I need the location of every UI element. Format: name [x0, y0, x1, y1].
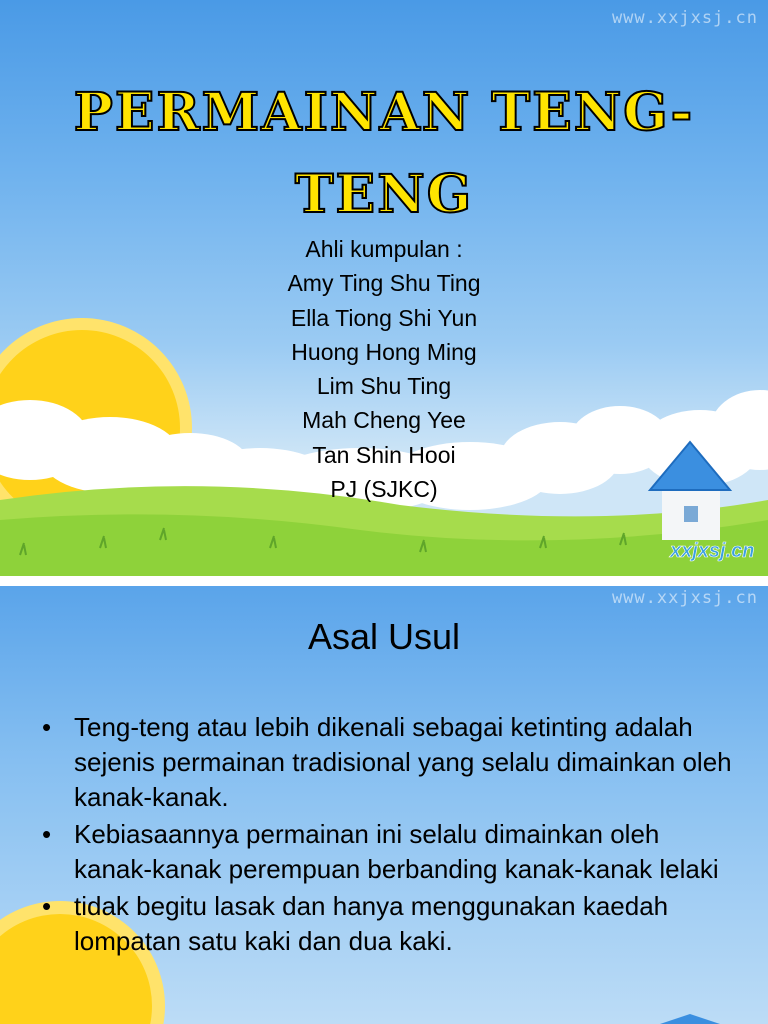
bullet-text: Kebiasaannya permainan ini selalu dimainkan oleh kanak-kanak perempuan berbanding kanak-kanak lelaki — [74, 819, 719, 884]
bullet-icon: • — [42, 891, 52, 921]
member-name: Huong Hong Ming — [291, 338, 477, 365]
group-members-list — [184, 232, 584, 506]
member-name: Mah Cheng Yee — [302, 407, 466, 434]
course-label: PJ (SJKC) — [330, 476, 438, 503]
watermark: www.xxjxsj.cn — [611, 588, 758, 608]
bullet-item — [42, 710, 732, 815]
member-name: Amy Ting Shu Ting — [287, 270, 481, 297]
bullet-text: Teng-teng atau lebih dikenali sebagai ketinting adalah sejenis permainan tradisional yang selalu dimainkan oleh kanak-kanak. — [74, 712, 732, 812]
bullet-text: tidak begitu lasak dan hanya menggunakan kaedah lompatan satu kaki dan dua kaki. — [74, 891, 669, 956]
member-name: Tan Shin Hooi — [312, 441, 456, 468]
slide-title — [40, 72, 728, 236]
member-name: Lim Shu Ting — [316, 373, 452, 400]
bullet-icon: • — [42, 712, 52, 742]
house-roof-icon — [660, 1014, 720, 1024]
title-line-2: TENG — [294, 164, 474, 225]
member-name: Ella Tiong Shi Yun — [290, 304, 478, 331]
bullet-icon: • — [42, 819, 52, 849]
bullet-item — [42, 889, 732, 959]
watermark: www.xxjxsj.cn — [611, 8, 758, 28]
content-slide — [0, 586, 768, 1024]
bullet-item — [42, 817, 732, 887]
bullet-list — [42, 710, 732, 961]
members-heading: Ahli kumpulan : — [305, 236, 463, 262]
title-line-1: PERMAINAN TENG- — [73, 82, 695, 143]
site-logo: xxjxsj.cn — [670, 540, 755, 562]
slide-title: Asal Usul — [307, 616, 461, 657]
